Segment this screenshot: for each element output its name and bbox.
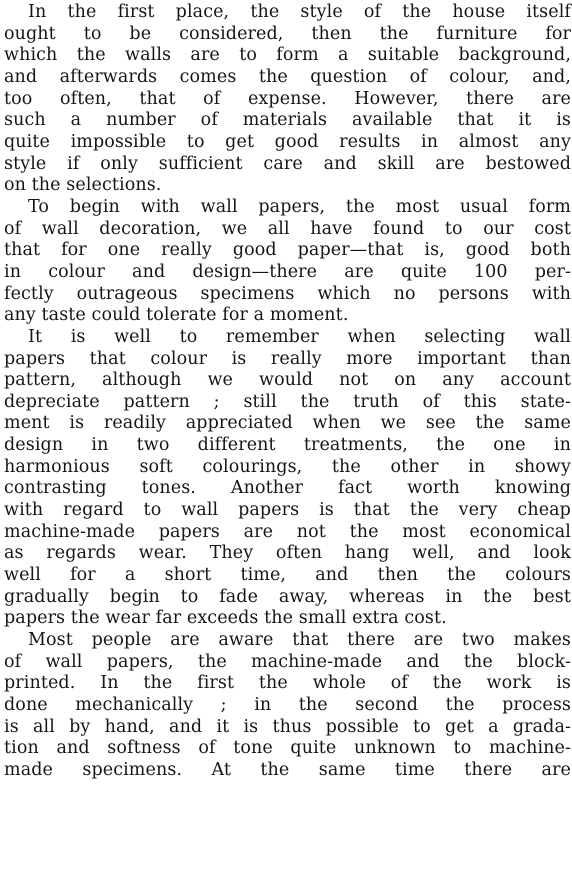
text-line: made specimens. At the same time there are [4,759,571,780]
text-line: Most people are aware that there are two makes [28,630,571,651]
text-line: gradually begin to fade away, whereas in the best [4,586,571,607]
text-line: design in two different treatments, the one in [4,435,571,456]
paragraph-style-considerations [4,2,572,197]
text-line: contrasting tones. Another fact worth knowing [4,478,571,499]
text-line: with regard to wall papers is that the very cheap [4,500,571,521]
text-line: It is well to remember when selecting wall [28,326,571,347]
paragraph-colour-vs-pattern [4,327,572,630]
paragraph-two-makes [4,630,572,782]
text-line: well for a short time, and then the colours [4,565,571,586]
text-line: of wall papers, the machine-made and the block- [4,651,571,672]
text-line: papers that colour is really more important than [4,348,571,369]
text-line: done mechanically ; in the second the process [4,695,571,715]
text-line: style if only sufficient care and skill are bestowed [4,153,571,174]
text-line: such a number of materials available that it is [4,110,571,131]
text-line: as regards wear. They often hang well, and look [4,543,571,564]
text-line: harmonious soft colourings, the other in showy [4,456,571,477]
text-line: pattern, although we would not on any account [4,370,571,391]
text-line: of wall decoration, we all have found to our cost [4,218,571,239]
text-line: depreciate pattern ; still the truth of this state- [4,391,571,412]
text-line: fectly outrageous specimens which no persons with [4,283,571,304]
text-line: quite impossible to get good results in almost any [4,131,571,152]
text-line: which the walls are to form a suitable background, [4,45,571,66]
text-line: any taste could tolerate for a moment. [4,305,349,326]
text-line: machine-made papers are not the most economical [4,521,571,542]
text-line: ought to be considered, then the furniture for [4,23,571,44]
text-line: In the first place, the style of the house itself [28,2,571,22]
text-line: that for one really good paper—that is, good both [4,240,571,261]
text-line: printed. In the first the whole of the work is [4,673,571,694]
text-line: tion and softness of tone quite unknown to machine- [4,738,571,759]
text-line: papers the wear far exceeds the small extra cost. [4,608,447,629]
paragraph-wall-papers [4,197,572,327]
text-line: ment is readily appreciated when we see the same [4,413,571,434]
text-line: too often, that of expense. However, there are [4,88,571,109]
text-line: and afterwards comes the question of colour, and, [4,66,571,87]
text-line: To begin with wall papers, the most usual form [28,196,571,217]
text-line: is all by hand, and it is thus possible to get a grada- [4,716,571,737]
text-line: in colour and design—there are quite 100 per- [4,261,571,282]
text-line: on the selections. [4,175,162,196]
